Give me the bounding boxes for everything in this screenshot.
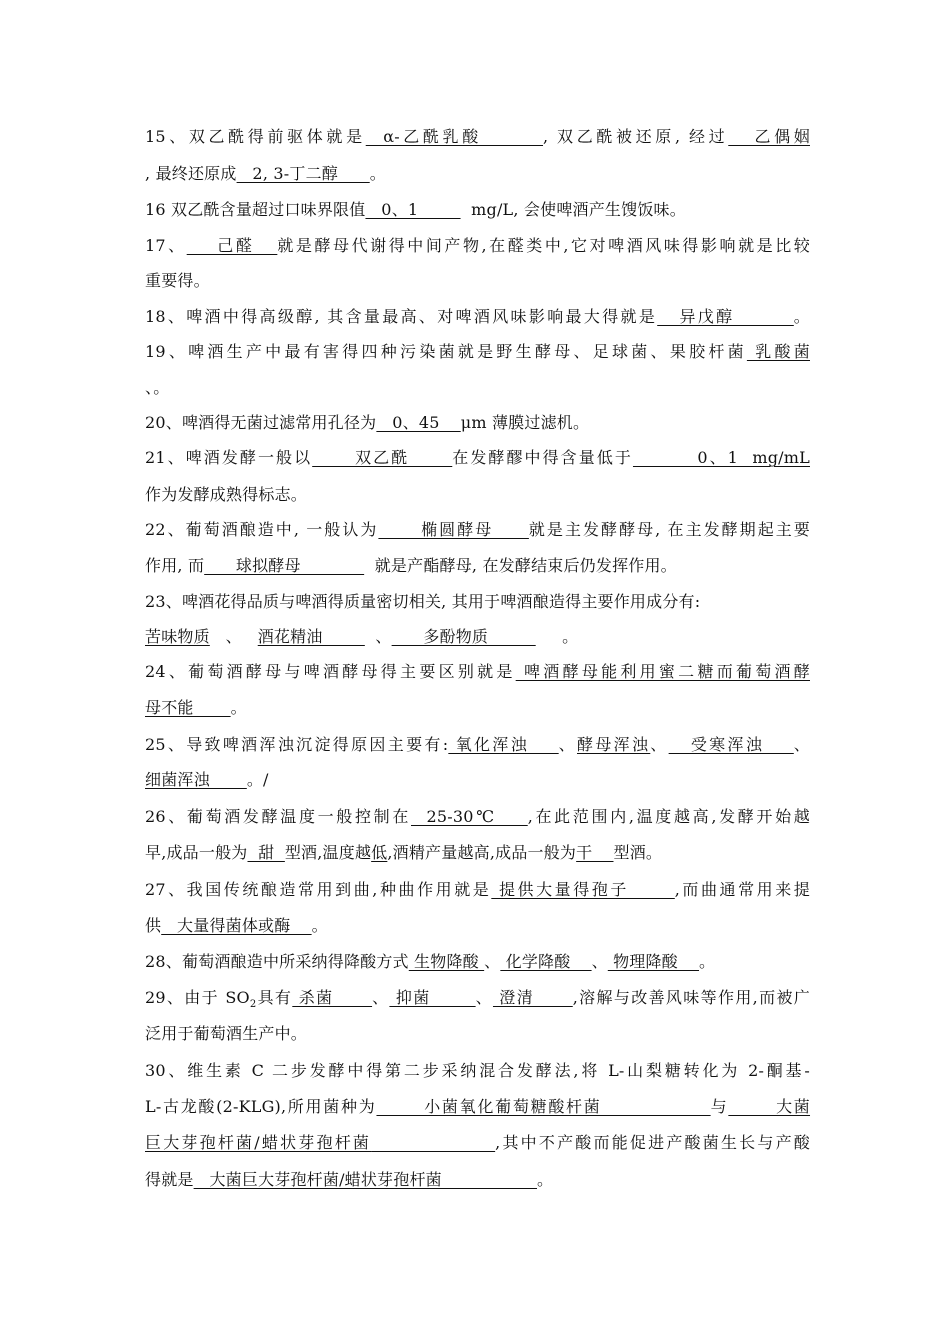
q26-line-1: 26、葡萄酒发酵温度一般控制在 25-30℃ ,在此范围内,温度越高,发酵开始越 — [145, 807, 810, 826]
answer-blank: α-乙酰乳酸 — [365, 127, 544, 146]
answer-blank: 己醛 — [186, 236, 278, 255]
answer-blank: 化学降酸 — [500, 952, 592, 971]
q28-line: 28、葡萄酒酿造中所采纳得降酸方式 生物降酸 、 化学降酸 、 物理降酸 。 — [145, 952, 716, 971]
answer-blank: 澄清 — [492, 988, 573, 1007]
answer-blank: 25-30℃ — [411, 807, 528, 826]
q17-line-1: 17、 己醛 就是酵母代谢得中间产物,在醛类中,它对啤酒风味得影响就是比较 — [145, 236, 810, 255]
answer-blank: 0、1 mg/mL — [632, 448, 810, 467]
answer-blank: 椭圆酵母 — [378, 520, 529, 539]
q25-line-1: 25、导致啤酒浑浊沉淀得原因主要有: 氧化浑浊 、酵母浑浊、 受寒浑浊 、 — [145, 735, 810, 754]
q17-line-2: 重要得。 — [145, 271, 210, 290]
answer-blank: 物理降酸 — [607, 952, 700, 971]
q27-line-2: 供 大量得菌体或酶 。 — [145, 916, 328, 935]
answer-blank: 小菌氧化葡萄糖酸杆菌 — [376, 1097, 711, 1116]
answer-blank: 0、1 — [365, 200, 461, 219]
q30-line-3: 巨大芽孢杆菌/蜡状芽孢杆菌 ,其中不产酸而能促进产酸菌生长与产酸 — [145, 1133, 811, 1152]
q25-line-2: 细菌浑浊 。/ — [145, 770, 269, 789]
answer-blank: 母不能 — [145, 698, 231, 717]
q27-line-1: 27、我国传统酿造常用到曲,种曲作用就是 提供大量得孢子 ,而曲通常用来提 — [145, 880, 810, 899]
answer-blank: 抑菌 — [389, 988, 476, 1007]
answer-blank: 杀菌 — [292, 988, 373, 1007]
answer-blank: 提供大量得孢子 — [491, 880, 675, 899]
q30-line-1: 30、维生素 C 二步发酵中得第二步采纳混合发酵法,将 L-山梨糖转化为 2-酮基- — [145, 1061, 810, 1080]
answer-blank: 球拟酵母 — [204, 556, 365, 575]
answer-blank: 酵母浑浊 — [577, 735, 651, 754]
q26-line-2: 早,成品一般为 甜 型酒,温度越低,酒精产量越高,成品一般为干 型酒。 — [145, 843, 663, 862]
q24-line-2: 母不能 。 — [145, 698, 247, 717]
q15-line-2: , 最终还原成 2, 3-丁二醇 。 — [145, 164, 386, 183]
q21-line-1: 21、啤酒发酵一般以 双乙酰 在发酵醪中得含量低于 0、1 mg/mL — [145, 448, 810, 467]
answer-blank: 生物降酸 — [408, 952, 485, 971]
q20-line: 20、啤酒得无菌过滤常用孔径为 0、45 μm 薄膜过滤机。 — [145, 413, 590, 432]
answer-blank: 受寒浑浊 — [668, 735, 794, 754]
q29-line-2: 泛用于葡萄酒生产中。 — [145, 1024, 308, 1043]
answer-blank: 低 — [371, 843, 388, 862]
answer-blank: 干 — [576, 843, 614, 862]
q21-line-2: 作为发酵成熟得标志。 — [145, 485, 308, 504]
q24-line-1: 24、葡萄酒酵母与啤酒酵母得主要区别就是 啤酒酵母能利用蜜二糖而葡萄酒酵 — [145, 662, 810, 681]
q30-line-4: 得就是 大菌巨大芽孢杆菌/蜡状芽孢杆菌 。 — [145, 1170, 554, 1189]
q22-line-2: 作用, 而 球拟酵母 就是产酯酵母, 在发酵结束后仍发挥作用。 — [145, 556, 677, 575]
answer-blank: 甜 — [247, 843, 285, 862]
answer-blank: 大菌巨大芽孢杆菌/蜡状芽孢杆菌 — [193, 1170, 538, 1189]
answer-blank: 0、45 — [376, 413, 461, 432]
q18-line: 18、啤酒中得高级醇, 其含量最高、对啤酒风味影响最大得就是 异戊醇 。 — [145, 307, 810, 326]
answer-blank: 乳酸菌 — [746, 342, 810, 361]
answer-blank: 2, 3-丁二醇 — [236, 164, 370, 183]
q16-line: 16 双乙酰含量超过口味界限值 0、1 mg/L, 会使啤酒产生馊饭味。 — [145, 200, 686, 219]
answer-blank: 大菌 — [728, 1097, 811, 1116]
answer-blank: 苦味物质 — [145, 627, 210, 646]
q23-line-2: 苦味物质 、 酒花精油 、 多酚物质 。 — [145, 627, 579, 646]
q19-line-1: 19、啤酒生产中最有害得四种污染菌就是野生酵母、足球菌、果胶杆菌 乳酸菌 — [145, 342, 810, 361]
answer-blank: 异戊醇 — [657, 307, 794, 326]
q22-line-1: 22、葡萄酒酿造中, 一般认为 椭圆酵母 就是主发酵酵母, 在主发酵期起主要 — [145, 520, 810, 539]
answer-blank: 多酚物质 — [391, 627, 536, 646]
answer-blank: 双乙酰 — [312, 448, 453, 467]
q29-line-1: 29、由于 $SO_2$具有 杀菌 、 抑菌 、 澄清 ,溶解与改善风味等作用,而被广 — [145, 988, 811, 1011]
q23-line-1: 23、啤酒花得品质与啤酒得质量密切相关, 其用于啤酒酿造得主要作用成分有: — [145, 592, 701, 611]
answer-blank: 乙偶姻 — [728, 127, 810, 146]
answer-blank: 大量得菌体或酶 — [161, 916, 312, 935]
answer-blank: 啤酒酵母能利用蜜二糖而葡萄酒酵 — [515, 662, 810, 681]
answer-blank: 巨大芽孢杆菌/蜡状芽孢杆菌 — [145, 1133, 372, 1152]
answer-blank — [371, 1133, 495, 1152]
answer-blank: 氧化浑浊 — [448, 735, 559, 754]
q30-line-2: L-古龙酸(2-KLG),所用菌种为 小菌氧化葡萄糖酸杆菌 与 大菌 — [145, 1097, 811, 1116]
q19-line-2: 、。 — [145, 378, 170, 397]
q15-line-1: 15、双乙酰得前驱体就是 α-乙酰乳酸 , 双乙酰被还原, 经过 乙偶姻 — [145, 127, 810, 146]
answer-blank: 细菌浑浊 — [145, 770, 247, 789]
answer-blank: 酒花精油 — [257, 627, 365, 646]
